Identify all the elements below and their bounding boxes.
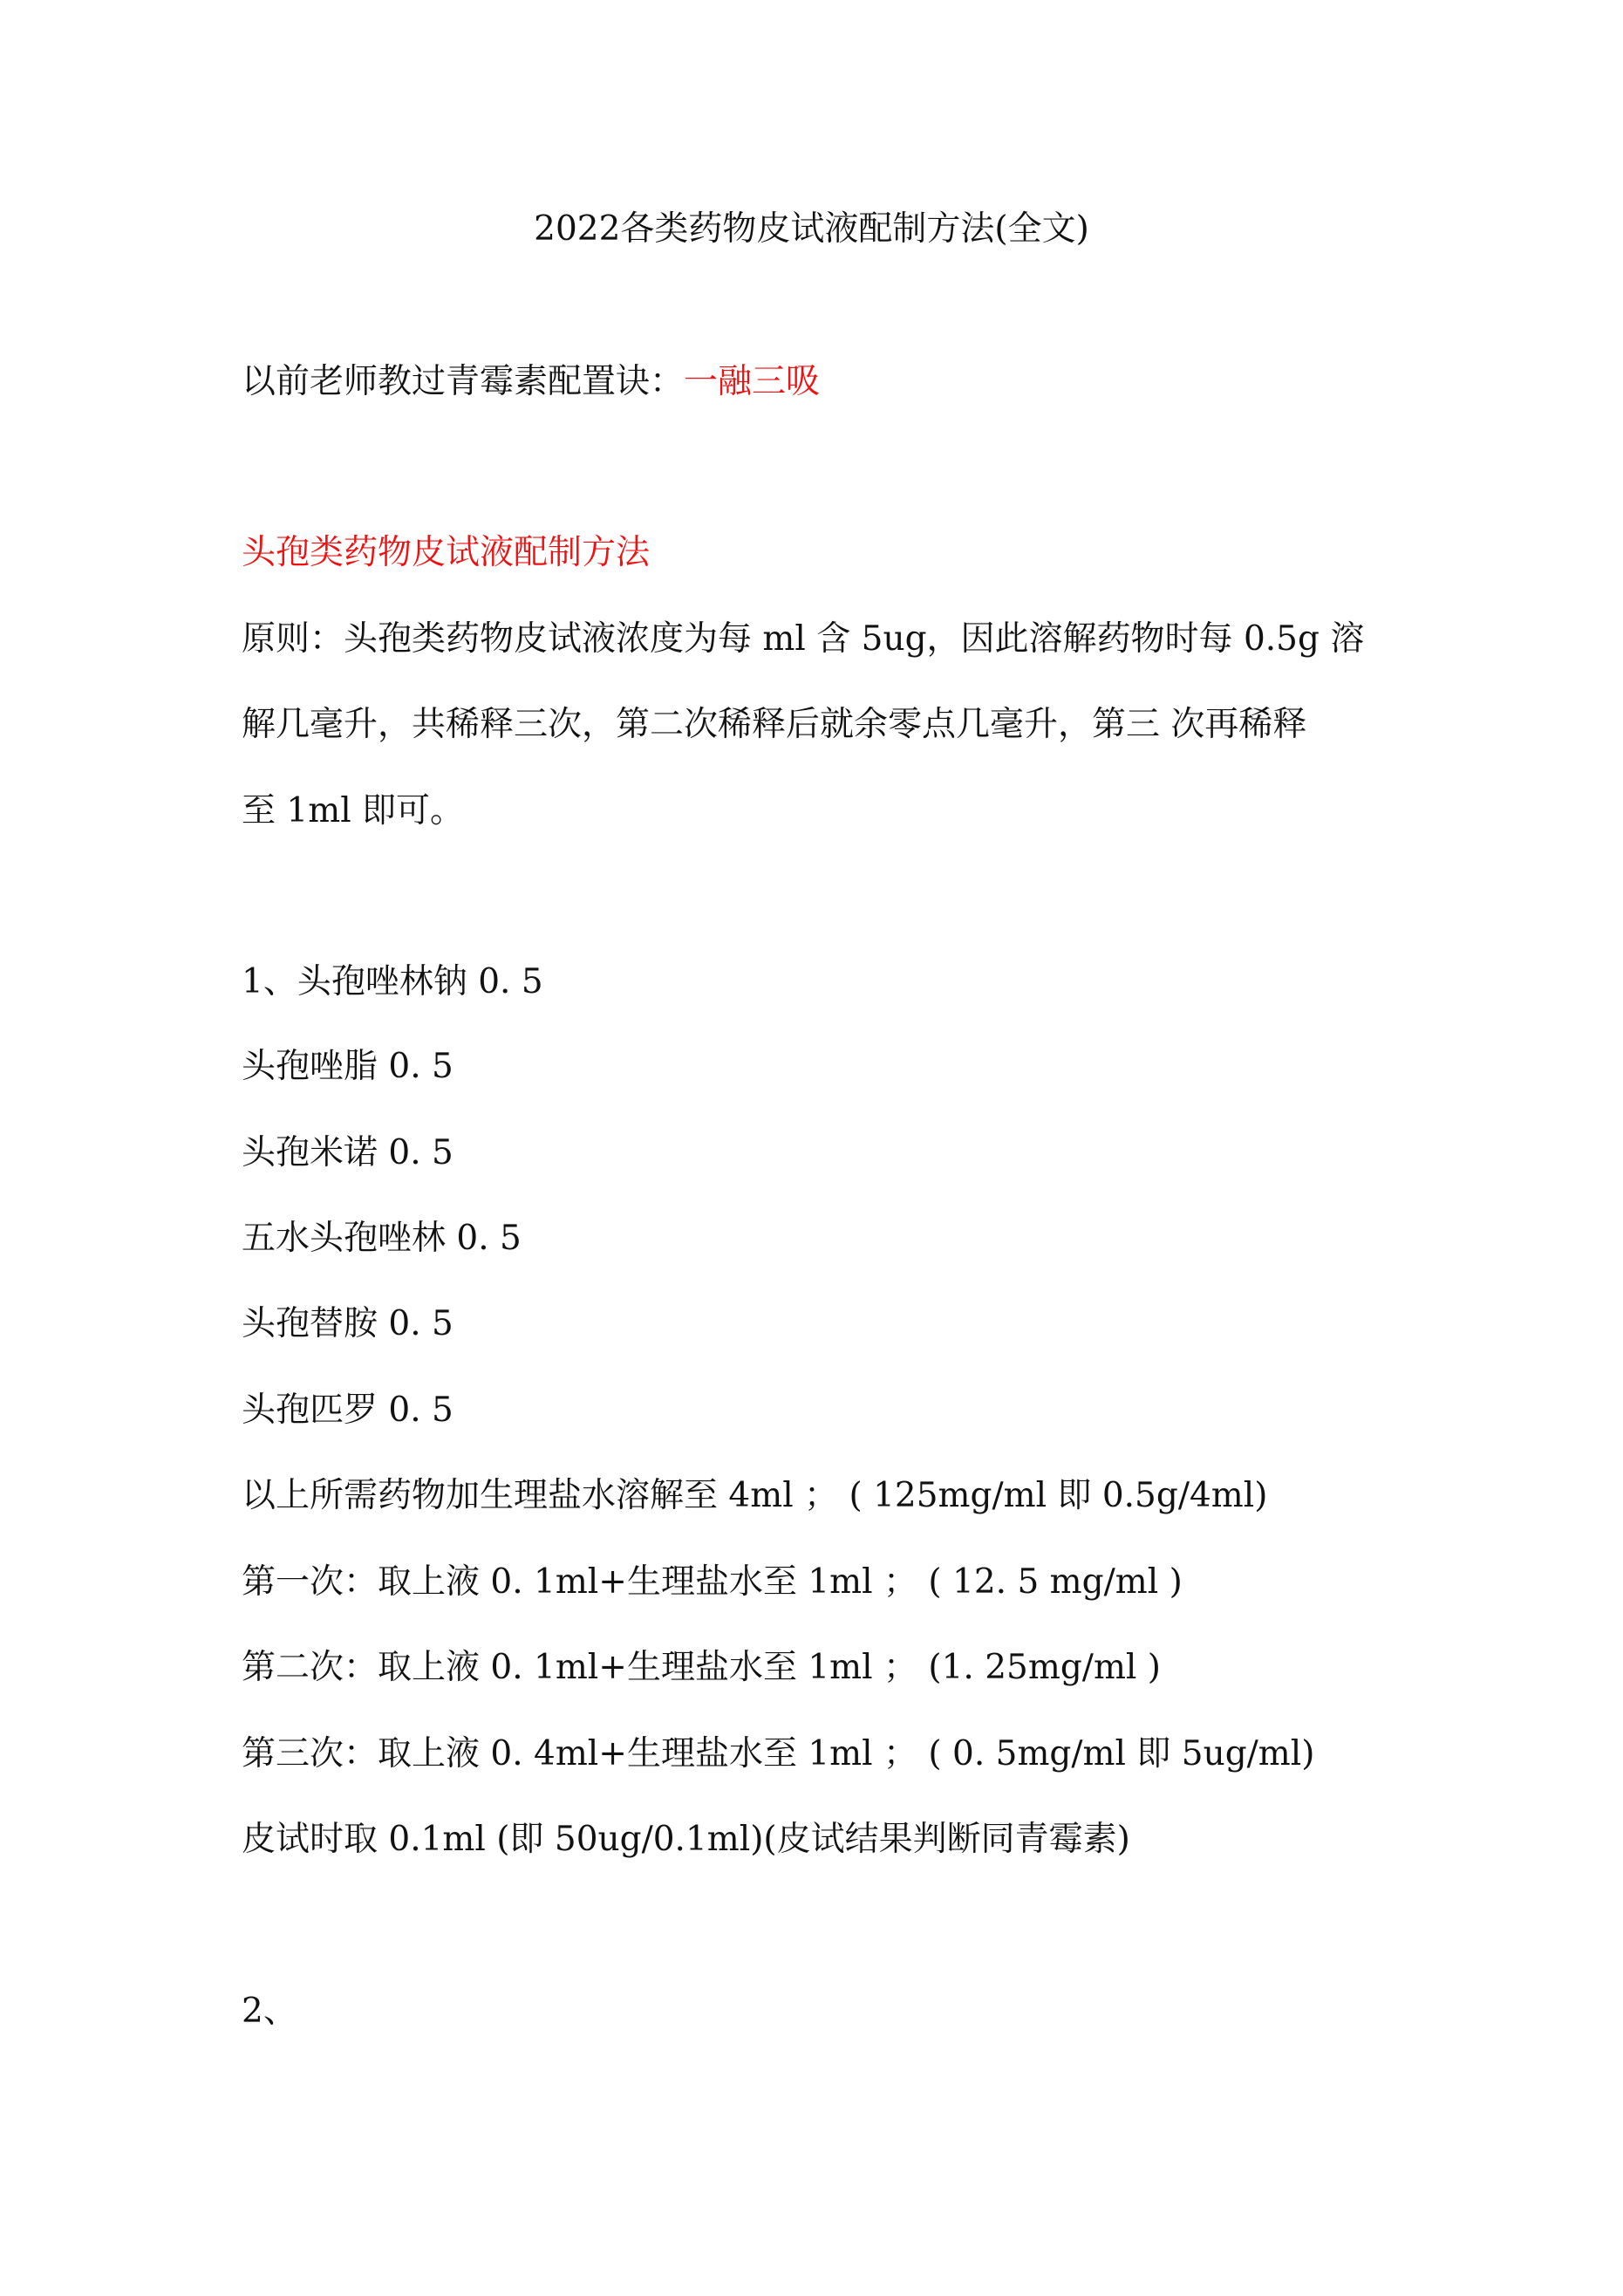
list-item: 以上所需药物加生理盐水溶解至 4ml ； ( 125mg/ml 即 0.5g/4ml): [242, 1476, 1268, 1515]
list-item: 第一次：取上液 0. 1ml+生理盐水至 1ml ； ( 12. 5 mg/ml ): [242, 1562, 1183, 1602]
list-item: 头孢替胺 0. 5: [242, 1304, 453, 1343]
principle-line-1: 原则：头孢类药物皮试液浓度为每 ml 含 5ug，因此溶解药物时每 0.5g 溶: [242, 619, 1365, 659]
next-item-number: 2、: [242, 1992, 297, 2031]
list-item: 头孢匹罗 0. 5: [242, 1391, 453, 1430]
principle-line-2: 解几毫升，共稀释三次，第二次稀释后就余零点几毫升，第三 次再稀释: [242, 705, 1307, 744]
intro-line: [242, 360, 820, 404]
list-item: 头孢米诺 0. 5: [242, 1133, 453, 1172]
document-title: 2022各类药物皮试液配制方法(全文): [534, 209, 1089, 249]
principle-line-3: 至 1ml 即可。: [242, 791, 465, 830]
intro-highlight: 一融三吸: [684, 362, 821, 401]
list-item: 第二次：取上液 0. 1ml+生理盐水至 1ml ； (1. 25mg/ml ): [242, 1648, 1162, 1687]
list-item: 五水头孢唑林 0. 5: [242, 1219, 522, 1258]
list-item: 头孢唑脂 0. 5: [242, 1047, 453, 1086]
intro-text: 以前老师教过青霉素配置诀：: [242, 362, 685, 401]
section-heading: 头孢类药物皮试液配制方法: [242, 533, 651, 572]
list-item: 皮试时取 0.1ml (即 50ug/0.1ml)(皮试结果判断同青霉素): [242, 1820, 1130, 1859]
list-item: 1、头孢唑林钠 0. 5: [242, 962, 543, 1001]
list-item: 第三次：取上液 0. 4ml+生理盐水至 1ml ； ( 0. 5mg/ml 即 5ug/ml): [242, 1734, 1315, 1773]
